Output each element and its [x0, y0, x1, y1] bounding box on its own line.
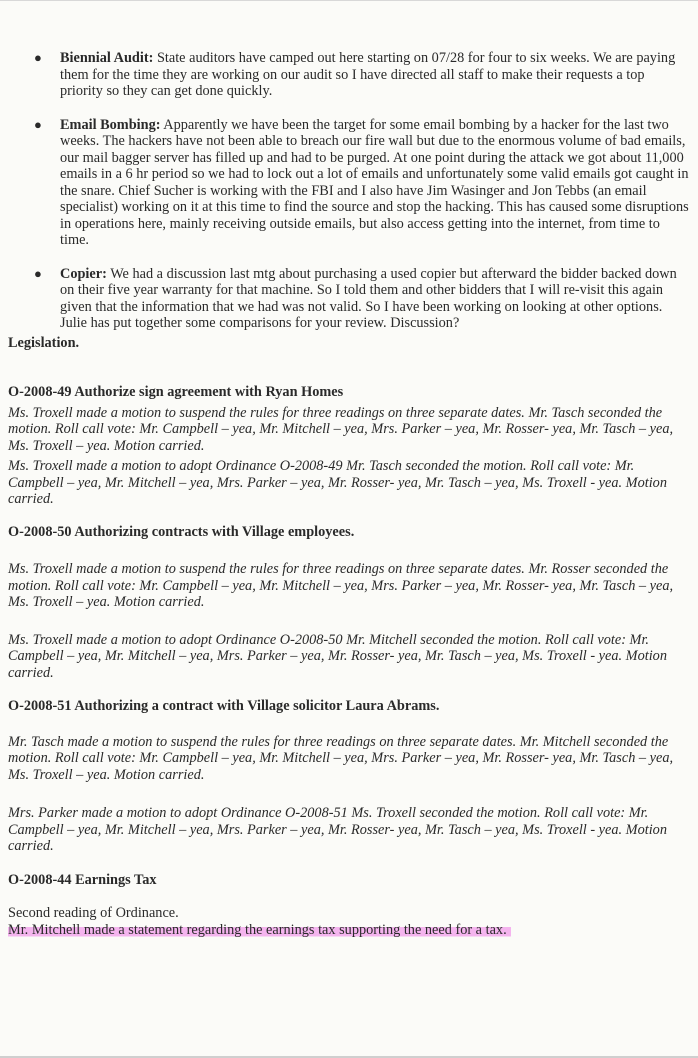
bullet-dot-icon: ● — [34, 265, 42, 281]
bullet-title: Email Bombing: — [60, 116, 161, 133]
bullet-text: We had a discussion last mtg about purchasing a used copier but afterward the bidder backed down on their five year warranty for that machine. So I told them and other bidders that I will re-visit this again given that the information that we had was not valid. So I have been working on looking at other options. Julie has put together some comparisons for your review. Discussion? — [60, 265, 677, 331]
section-heading-o-2008-51: O-2008-51 Authorizing a contract with Village solicitor Laura Abrams. — [8, 698, 440, 714]
bullet-text: Apparently we have been the target for some email bombing by a hacker for the last two weeks. The hackers have not been able to breach our fire wall but due to the enormous volume of bad emails, our mail bagger server has filled up and had to be purged. At one point during the attack we got about 11,000 emails in a 6 hr period so we had to lock out a lot of emails and unfortunately some valid emails got caught in the snare. Chief Sucher is working with the FBI and I also have Jim Wasinger and Jon Tebbs (an email specialist) working on it at this time to find the source and stop the hacking. This has caused some disruptions in operations here, mainly receiving outside emails, but also access getting into the internet, from time to time. — [60, 116, 689, 248]
statement-line — [8, 922, 690, 939]
motion-paragraph: Ms. Troxell made a motion to adopt Ordinance O-2008-50 Mr. Mitchell seconded the motion. Roll call vote: Mr. Campbell – yea, Mr. Mitchell – yea, Mrs. Parker – yea, Mr. Rosser- yea, Mr. Tasch – yea, Ms. Troxell - yea. Motion carried. — [8, 631, 667, 681]
motion-paragraph: Ms. Troxell made a motion to adopt Ordinance O-2008-49 Mr. Tasch seconded the motion. Roll call vote: Mr. Campbell – yea, Mr. Mitchell – yea, Mrs. Parker – yea, Mr. Rosser- yea, Mr. Tasch – yea, Ms. Troxell - yea. Motion carried. — [8, 458, 667, 507]
bullet-biennial-audit — [8, 50, 690, 100]
reading-line: Second reading of Ordinance. — [8, 905, 179, 921]
bullet-title: Copier: — [60, 265, 107, 282]
highlighted-statement: Mr. Mitchell made a statement regarding the earnings tax supporting the need for a tax. — [8, 922, 511, 938]
motion-paragraph: Ms. Troxell made a motion to suspend the rules for three readings on three separate dates. Mr. Tasch seconded the motion. Roll call vote: Mr. Campbell – yea, Mr. Mitchell – yea, Mrs. Parker – yea, Mr. Rosser- yea, Mr. Tasch – yea, Ms. Troxell – yea. Motion carried. — [8, 404, 674, 454]
document-content — [8, 1, 690, 938]
motion-paragraph: Mr. Tasch made a motion to suspend the rules for three readings on three separate dates. Mr. Mitchell seconded the motion. Roll call vote: Mr. Campbell – yea, Mr. Mitchell – yea, Mrs. Parker – yea, Mr. Rosser- yea, Mr. Tasch – yea, Ms. Troxell – yea. Motion carried. — [8, 733, 674, 783]
bullet-email-bombing — [8, 117, 690, 249]
section-heading-o-2008-49: O-2008-49 Authorize sign agreement with Ryan Homes — [8, 384, 344, 400]
bullet-title: Biennial Audit: — [60, 50, 154, 66]
bullet-dot-icon: ● — [34, 50, 42, 65]
bullet-copier — [8, 266, 690, 332]
bullet-dot-icon: ● — [34, 116, 42, 132]
section-heading-o-2008-44: O-2008-44 Earnings Tax — [8, 871, 157, 888]
report-bullet-list — [8, 50, 690, 332]
motion-paragraph: Ms. Troxell made a motion to suspend the rules for three readings on three separate dates. Mr. Rosser seconded the motion. Roll call vote: Mr. Campbell – yea, Mr. Mitchell – yea, Mrs. Parker – yea, Mr. Rosser- yea, Mr. Tasch – yea, Ms. Troxell – yea. Motion carried. — [8, 561, 674, 610]
section-heading-o-2008-50: O-2008-50 Authorizing contracts with Village employees. — [8, 523, 355, 540]
bullet-text: State auditors have camped out here starting on 07/28 for four to six weeks. We are paying them for the time they are working on our audit so I have directed all staff to make their requests a top priority so they can get done quickly. — [60, 50, 676, 99]
legislation-heading: Legislation. — [8, 334, 80, 351]
motion-paragraph: Mrs. Parker made a motion to adopt Ordinance O-2008-51 Ms. Troxell seconded the motion. Roll call vote: Mr. Campbell – yea, Mr. Mitchell – yea, Mrs. Parker – yea, Mr. Rosser- yea, Mr. Tasch – yea, Ms. Troxell - yea. Motion carried. — [8, 805, 667, 854]
